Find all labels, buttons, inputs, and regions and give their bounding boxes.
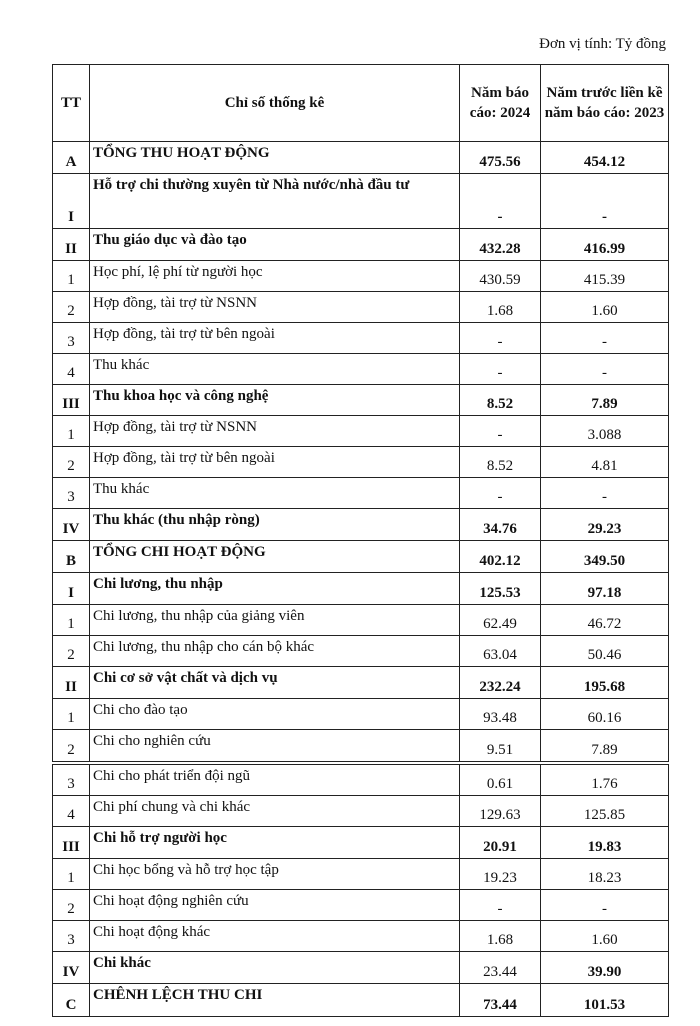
row-indicator: Hợp đồng, tài trợ từ NSNN — [90, 416, 460, 447]
row-indicator: Chi khác — [90, 952, 460, 984]
row-tt: 1 — [53, 416, 90, 447]
table-row — [53, 447, 669, 478]
row-tt: A — [53, 142, 90, 174]
row-tt: 2 — [53, 292, 90, 323]
table-row — [53, 478, 669, 509]
row-indicator: Hợp đồng, tài trợ từ bên ngoài — [90, 447, 460, 478]
row-value-2023: 60.16 — [541, 699, 669, 730]
row-value-2023: 454.12 — [541, 142, 669, 174]
row-value-2023: 416.99 — [541, 229, 669, 261]
row-value-2023: 39.90 — [541, 952, 669, 984]
row-indicator: Hợp đồng, tài trợ từ bên ngoài — [90, 323, 460, 354]
row-value-2023: 415.39 — [541, 261, 669, 292]
row-value-2023: 125.85 — [541, 796, 669, 827]
row-tt: 2 — [53, 636, 90, 667]
row-value-2023: - — [541, 323, 669, 354]
row-value-2024: - — [460, 890, 541, 921]
row-value-2024: 19.23 — [460, 859, 541, 890]
row-indicator: Chi phí chung và chi khác — [90, 796, 460, 827]
row-tt: 2 — [53, 890, 90, 921]
row-value-2023: 18.23 — [541, 859, 669, 890]
row-value-2023: - — [541, 478, 669, 509]
row-value-2023: 7.89 — [541, 730, 669, 762]
table-body-part-2 — [53, 765, 669, 1017]
row-value-2023: 29.23 — [541, 509, 669, 541]
row-value-2024: 23.44 — [460, 952, 541, 984]
finance-table-part-2 — [52, 764, 668, 1017]
row-indicator: Chi học bổng và hỗ trợ học tập — [90, 859, 460, 890]
table-header-row — [53, 65, 669, 142]
row-tt: III — [53, 385, 90, 416]
row-value-2024: 1.68 — [460, 292, 541, 323]
table-row — [53, 261, 669, 292]
row-value-2024: - — [460, 174, 541, 229]
row-tt: 4 — [53, 796, 90, 827]
table-row — [53, 509, 669, 541]
row-indicator: Học phí, lệ phí từ người học — [90, 261, 460, 292]
row-value-2024: 125.53 — [460, 573, 541, 605]
row-indicator: Chi hỗ trợ người học — [90, 827, 460, 859]
row-value-2023: 101.53 — [541, 984, 669, 1017]
table-row — [53, 573, 669, 605]
row-value-2024: - — [460, 354, 541, 385]
row-value-2024: 8.52 — [460, 385, 541, 416]
row-indicator: Thu khác — [90, 354, 460, 385]
row-tt: I — [53, 174, 90, 229]
header-year-prev: Năm trước liền kề năm báo cáo: 2023 — [541, 65, 669, 142]
row-tt: IV — [53, 952, 90, 984]
row-value-2024: - — [460, 323, 541, 354]
table-row — [53, 354, 669, 385]
row-tt: C — [53, 984, 90, 1017]
table-row — [53, 323, 669, 354]
row-tt: 3 — [53, 323, 90, 354]
row-value-2023: 97.18 — [541, 573, 669, 605]
row-indicator: Chi lương, thu nhập — [90, 573, 460, 605]
row-tt: II — [53, 229, 90, 261]
row-indicator: Chi cơ sở vật chất và dịch vụ — [90, 667, 460, 699]
row-value-2024: 432.28 — [460, 229, 541, 261]
row-value-2024: 129.63 — [460, 796, 541, 827]
row-tt: 3 — [53, 921, 90, 952]
row-tt: II — [53, 667, 90, 699]
row-indicator: Chi lương, thu nhập cho cán bộ khác — [90, 636, 460, 667]
row-value-2023: 1.76 — [541, 765, 669, 796]
row-tt: 3 — [53, 478, 90, 509]
row-tt: 2 — [53, 447, 90, 478]
row-value-2024: 63.04 — [460, 636, 541, 667]
row-value-2024: 430.59 — [460, 261, 541, 292]
table-row — [53, 796, 669, 827]
row-value-2023: - — [541, 890, 669, 921]
row-value-2024: 73.44 — [460, 984, 541, 1017]
table-row — [53, 984, 669, 1017]
row-indicator: TỔNG CHI HOẠT ĐỘNG — [90, 541, 460, 573]
row-value-2024: 62.49 — [460, 605, 541, 636]
table-row — [53, 859, 669, 890]
table-row — [53, 890, 669, 921]
header-indicator: Chỉ số thống kê — [90, 65, 460, 142]
row-value-2023: 50.46 — [541, 636, 669, 667]
row-indicator: Thu khác (thu nhập ròng) — [90, 509, 460, 541]
row-indicator: Hỗ trợ chi thường xuyên từ Nhà nước/nhà đầu tư — [90, 174, 460, 229]
row-value-2023: 349.50 — [541, 541, 669, 573]
finance-table-part-1 — [52, 64, 668, 762]
table-row — [53, 229, 669, 261]
table-row — [53, 605, 669, 636]
table-row — [53, 667, 669, 699]
row-tt: 4 — [53, 354, 90, 385]
row-tt: B — [53, 541, 90, 573]
unit-label: Đơn vị tính: Tỷ đồng — [539, 36, 666, 52]
row-indicator: Chi hoạt động khác — [90, 921, 460, 952]
row-value-2024: 93.48 — [460, 699, 541, 730]
row-indicator: Chi cho nghiên cứu — [90, 730, 460, 762]
table-row — [53, 636, 669, 667]
row-indicator: CHÊNH LỆCH THU CHI — [90, 984, 460, 1017]
row-tt: III — [53, 827, 90, 859]
row-value-2024: 0.61 — [460, 765, 541, 796]
row-value-2023: - — [541, 354, 669, 385]
row-indicator: Chi lương, thu nhập của giảng viên — [90, 605, 460, 636]
row-tt: 1 — [53, 261, 90, 292]
row-value-2024: 34.76 — [460, 509, 541, 541]
table-row — [53, 292, 669, 323]
header-tt: TT — [53, 65, 90, 142]
row-tt: 3 — [53, 765, 90, 796]
row-value-2023: 7.89 — [541, 385, 669, 416]
row-value-2023: 195.68 — [541, 667, 669, 699]
row-tt: 2 — [53, 730, 90, 762]
row-value-2024: 402.12 — [460, 541, 541, 573]
table-row — [53, 416, 669, 447]
row-value-2023: - — [541, 174, 669, 229]
row-indicator: Chi cho đào tạo — [90, 699, 460, 730]
row-indicator: Hợp đồng, tài trợ từ NSNN — [90, 292, 460, 323]
row-indicator: Thu khoa học và công nghệ — [90, 385, 460, 416]
row-value-2024: - — [460, 416, 541, 447]
row-tt: I — [53, 573, 90, 605]
table-row — [53, 921, 669, 952]
row-value-2024: 232.24 — [460, 667, 541, 699]
table-row — [53, 699, 669, 730]
row-indicator: TỔNG THU HOẠT ĐỘNG — [90, 142, 460, 174]
row-tt: 1 — [53, 859, 90, 890]
row-indicator: Thu giáo dục và đào tạo — [90, 229, 460, 261]
header-year-report: Năm báo cáo: 2024 — [460, 65, 541, 142]
row-indicator: Chi cho phát triển đội ngũ — [90, 765, 460, 796]
row-value-2024: 20.91 — [460, 827, 541, 859]
table-row — [53, 952, 669, 984]
row-value-2023: 1.60 — [541, 292, 669, 323]
row-tt: IV — [53, 509, 90, 541]
table-row — [53, 541, 669, 573]
row-value-2024: 9.51 — [460, 730, 541, 762]
table-row — [53, 385, 669, 416]
row-value-2023: 46.72 — [541, 605, 669, 636]
table-row — [53, 827, 669, 859]
row-value-2024: 8.52 — [460, 447, 541, 478]
table-row — [53, 765, 669, 796]
table-row — [53, 174, 669, 229]
row-indicator: Chi hoạt động nghiên cứu — [90, 890, 460, 921]
row-value-2024: - — [460, 478, 541, 509]
row-tt: 1 — [53, 699, 90, 730]
row-value-2023: 1.60 — [541, 921, 669, 952]
table-row — [53, 142, 669, 174]
row-tt: 1 — [53, 605, 90, 636]
row-value-2023: 4.81 — [541, 447, 669, 478]
table-row — [53, 730, 669, 762]
row-value-2023: 19.83 — [541, 827, 669, 859]
table-body-part-1 — [53, 142, 669, 762]
row-value-2024: 475.56 — [460, 142, 541, 174]
row-indicator: Thu khác — [90, 478, 460, 509]
row-value-2024: 1.68 — [460, 921, 541, 952]
row-value-2023: 3.088 — [541, 416, 669, 447]
